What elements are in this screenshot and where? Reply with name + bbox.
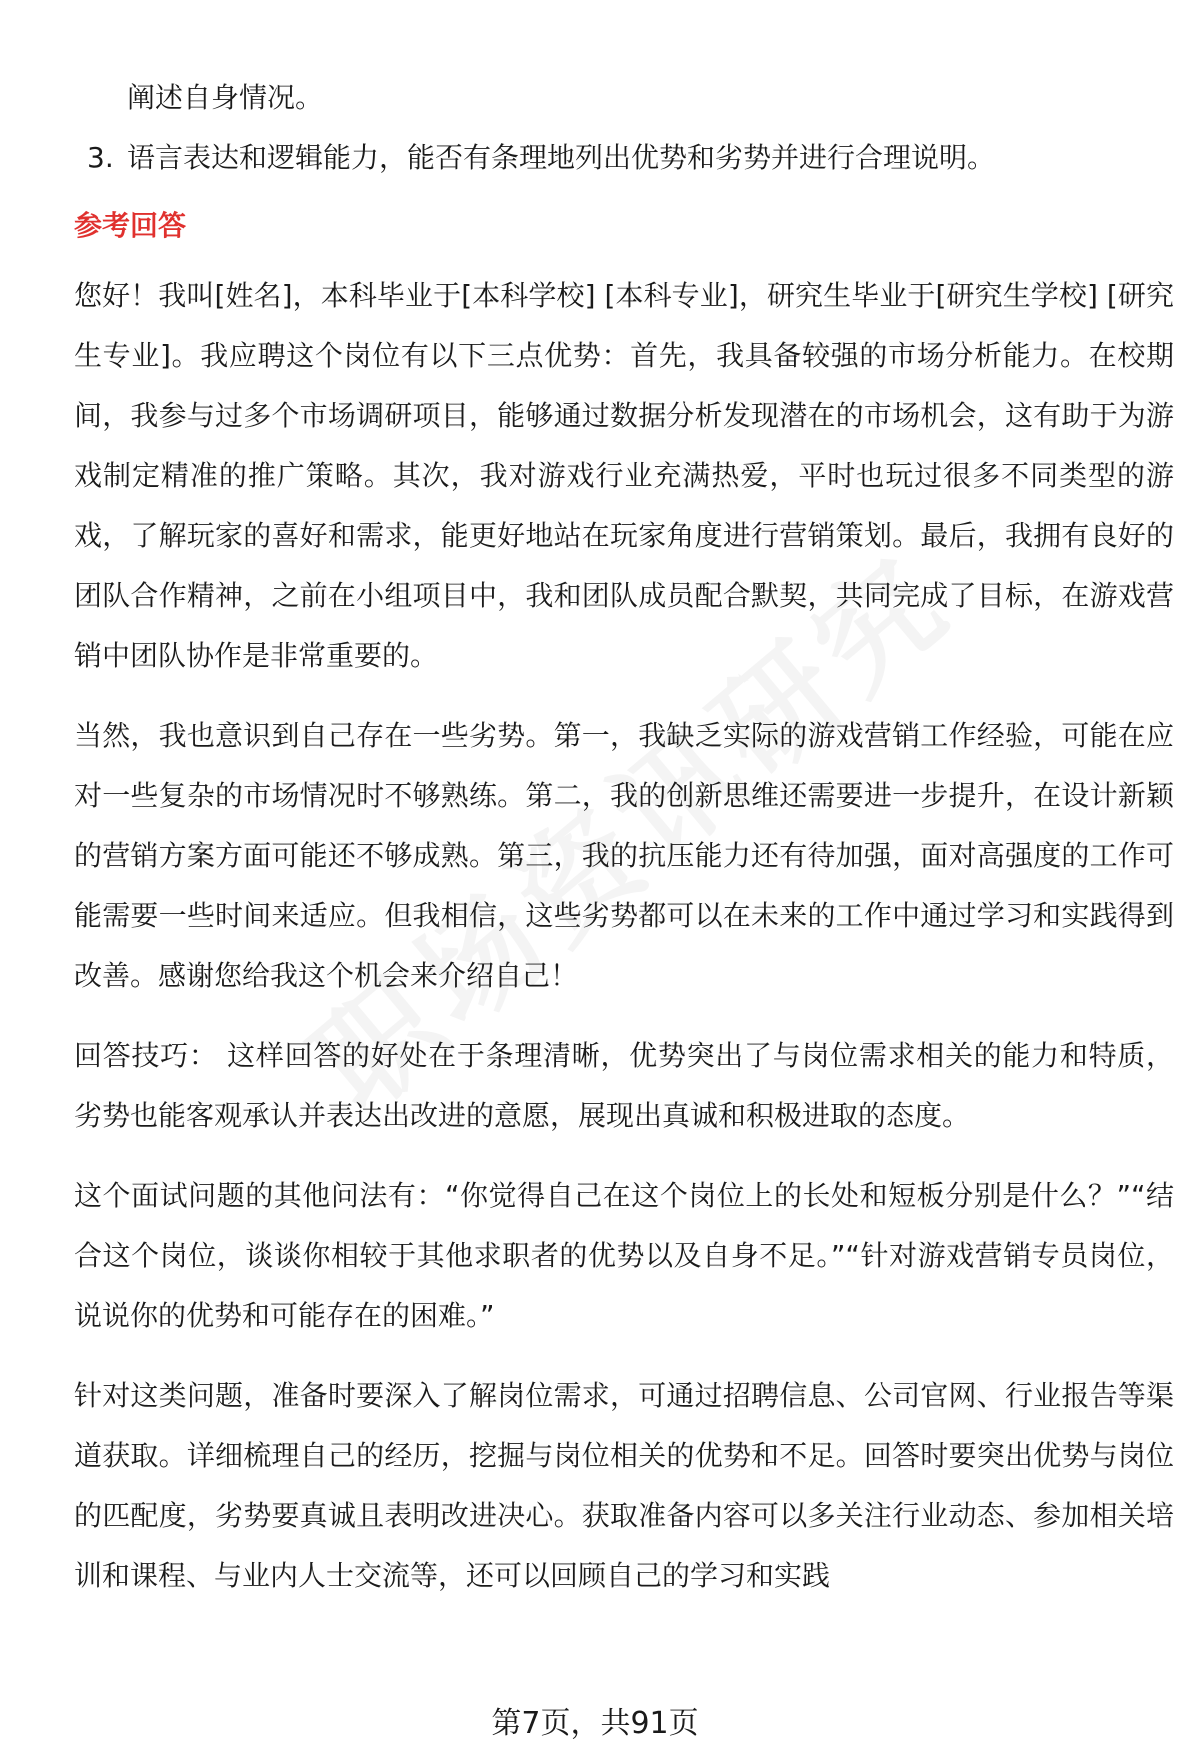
answer-paragraph-strengths: 您好！我叫[姓名]，本科毕业于[本科学校] [本科专业]，研究生毕业于[研究生学校] [研究生专业]。我应聘这个岗位有以下三点优势：首先，我具备较强的市场分析能力。在校期间，我参与过多个市场调研项目，能够通过数据分析发现潜在的市场机会，这有助于为游戏制定精准的推广策略。其次，我对游戏行业充满热爱，平时也玩过很多不同类型的游戏，了解玩家的喜好和需求，能更好地站在玩家角度进行营销策划。最后，我拥有良好的团队合作精神，之前在小组项目中，我和团队成员配合默契，共同完成了目标，在游戏营销中团队协作是非常重要的。 (74, 279, 1174, 672)
alternative-questions-paragraph: 这个面试问题的其他问法有：“你觉得自己在这个岗位上的长处和短板分别是什么？”“结合这个岗位，谈谈你相较于其他求职者的优势以及自身不足。”“针对游戏营销专员岗位，说说你的优势和可能存在的困难。” (74, 1179, 1174, 1332)
list-number: 3. (87, 141, 114, 174)
preparation-advice-paragraph: 针对这类问题，准备时要深入了解岗位需求，可通过招聘信息、公司官网、行业报告等渠道获取。详细梳理自己的经历，挖掘与岗位相关的优势和不足。回答时要突出优势与岗位的匹配度，劣势要真诚且表明改进决心。获取准备内容可以多关注行业动态、参加相关培训和课程、与业内人士交流等，还可以回顾自己的学习和实践 (74, 1379, 1174, 1592)
page-number-footer: 第7页，共91页 (491, 1706, 699, 1741)
reference-answer-heading: 参考回答 (74, 209, 187, 242)
answer-paragraph-weaknesses: 当然，我也意识到自己存在一些劣势。第一，我缺乏实际的游戏营销工作经验，可能在应对一些复杂的市场情况时不够熟练。第二，我的创新思维还需要进一步提升，在设计新颖的营销方案方面可能还不够成熟。第三，我的抗压能力还有待加强，面对高强度的工作可能需要一些时间来适应。但我相信，这些劣势都可以在未来的工作中通过学习和实践得到改善。感谢您给我这个机会来介绍自己！ (74, 719, 1174, 992)
list-item-continuation: 阐述自身情况。 (127, 81, 324, 114)
list-item-3 (74, 128, 1174, 188)
page-content (74, 68, 1174, 1626)
list-item-text: 语言表达和逻辑能力，能否有条理地列出优势和劣势并进行合理说明。 (127, 141, 996, 174)
answer-tips-paragraph: 回答技巧： 这样回答的好处在于条理清晰，优势突出了与岗位需求相关的能力和特质，劣势也能客观承认并表达出改进的意愿，展现出真诚和积极进取的态度。 (74, 1039, 1174, 1132)
